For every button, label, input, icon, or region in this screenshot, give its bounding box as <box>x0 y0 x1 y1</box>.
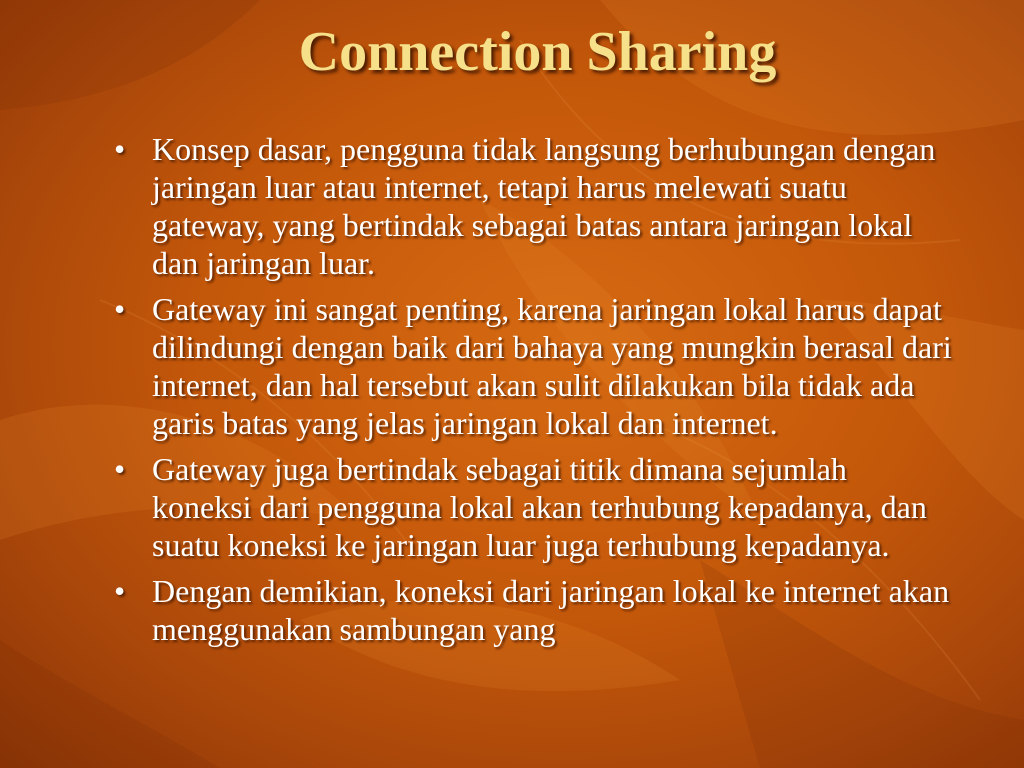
bullet-text: Gateway ini sangat penting, karena jaringan lokal harus dapat dilindungi dengan baik dari bahaya yang mungkin berasal dari internet, dan hal tersebut akan sulit dilakukan bila tidak ada garis batas yang jelas jaringan lokal dan internet. <box>152 291 952 441</box>
bullet-icon: • <box>114 131 126 167</box>
bullet-icon: • <box>114 573 126 609</box>
bullet-item <box>112 450 952 564</box>
bullet-icon: • <box>114 451 126 487</box>
bullet-text: Konsep dasar, pengguna tidak langsung berhubungan dengan jaringan luar atau internet, tetapi harus melewati suatu gateway, yang bertindak sebagai batas antara jaringan lokal dan jaringan luar. <box>152 131 936 281</box>
bullet-icon: • <box>114 291 126 327</box>
bullet-list <box>112 130 952 656</box>
bullet-item <box>112 290 952 442</box>
bullet-text: Dengan demikian, koneksi dari jaringan lokal ke internet akan menggunakan sambungan yang <box>152 573 950 647</box>
bullet-text: Gateway juga bertindak sebagai titik dimana sejumlah koneksi dari pengguna lokal akan terhubung kepadanya, dan suatu koneksi ke jaringan luar juga terhubung kepadanya. <box>152 451 927 563</box>
slide-title: Connection Sharing <box>298 21 777 83</box>
bullet-item <box>112 130 952 282</box>
bullet-item <box>112 572 952 648</box>
